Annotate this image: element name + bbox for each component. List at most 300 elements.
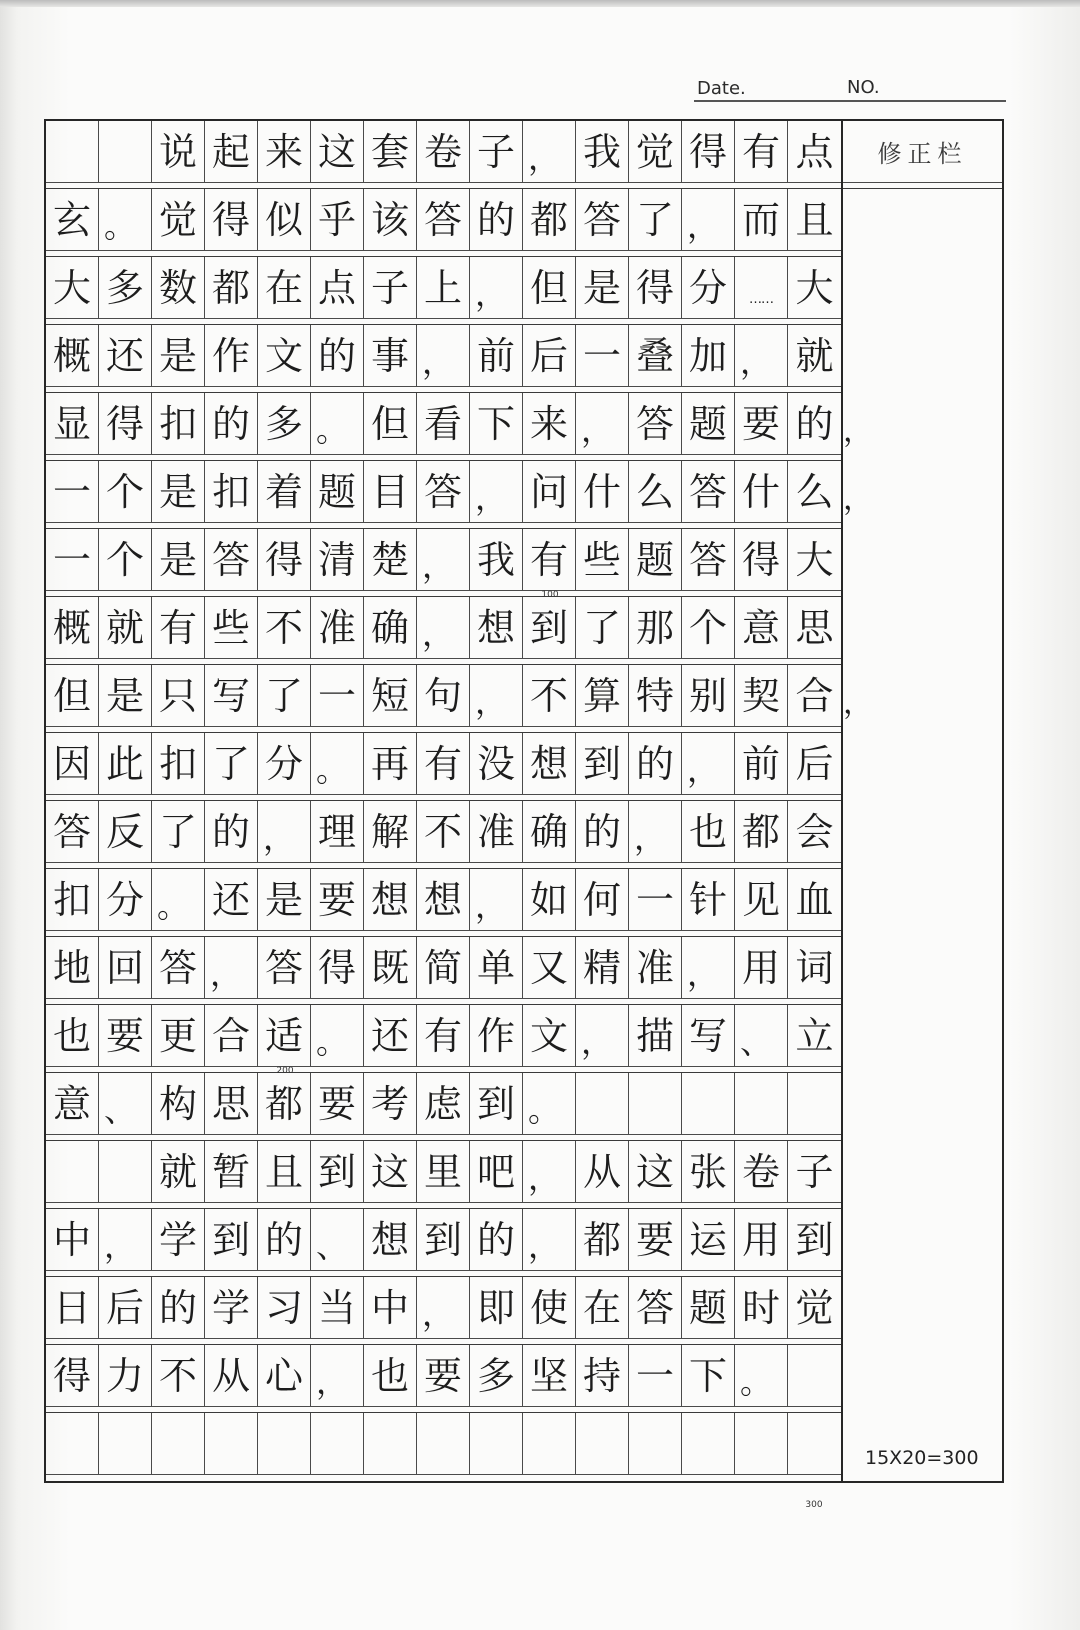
grid-cell: 在 [258, 257, 311, 319]
grid-cell: 到 [470, 1073, 523, 1135]
margin-punctuation: ， [843, 414, 873, 449]
grid-cell: 。 [523, 1073, 576, 1135]
grid-cell: 事 [364, 325, 417, 387]
grid-cell: 这 [364, 1141, 417, 1203]
grid-row [46, 1277, 841, 1345]
grid-cell: 子 [470, 121, 523, 183]
grid-cell: 得 [46, 1345, 99, 1407]
grid-cell: 暂 [205, 1141, 258, 1203]
grid-cell: 此 [99, 733, 152, 795]
grid-cell: 了 [629, 189, 682, 251]
grid-cell: 针 [682, 869, 735, 931]
grid-cell: 后 [788, 733, 841, 795]
grid-cell: 理 [311, 801, 364, 863]
grid-cell: 来 [523, 393, 576, 455]
grid-cell: 答 [629, 1277, 682, 1339]
grid-cell: 回 [99, 937, 152, 999]
grid-cell: 个 [99, 461, 152, 523]
grid-cell: 但 [46, 665, 99, 727]
grid-cell: 是 [99, 665, 152, 727]
grid-cell-empty [46, 1413, 99, 1475]
grid-cell: 想 [417, 869, 470, 931]
grid-cell: 显 [46, 393, 99, 455]
grid-cell: 题 [311, 461, 364, 523]
grid-cell: 的 [258, 1209, 311, 1271]
grid-cell: ， [682, 189, 735, 251]
grid-cell: 该 [364, 189, 417, 251]
grid-cell: 有 [417, 733, 470, 795]
grid-cell: 别 [682, 665, 735, 727]
grid-cell: 得 [258, 529, 311, 591]
grid-cell: 因 [46, 733, 99, 795]
grid-cell: 是 [576, 257, 629, 319]
grid-cell: 契 [735, 665, 788, 727]
grid-cell: 作 [205, 325, 258, 387]
grid-cell: 加 [682, 325, 735, 387]
grid-cell: 文 [258, 325, 311, 387]
grid-cell: 不 [523, 665, 576, 727]
grid-cell-empty [152, 1413, 205, 1475]
grid-cell: 说 [152, 121, 205, 183]
grid-cell: 地 [46, 937, 99, 999]
grid-cell: 简 [417, 937, 470, 999]
grid-cell: 题 [682, 393, 735, 455]
grid-cell-empty [523, 1413, 576, 1475]
grid-cell: 么 [629, 461, 682, 523]
grid-cell: 思 [205, 1073, 258, 1135]
grid-cell: 中 [364, 1277, 417, 1339]
grid-cell: ， [417, 325, 470, 387]
paper-edge [0, 0, 1080, 7]
grid-cell: 到 [576, 733, 629, 795]
grid-cell: 大 [46, 257, 99, 319]
grid-cell: 大 [788, 257, 841, 319]
grid-cell: 力 [99, 1345, 152, 1407]
grid-row [46, 1073, 841, 1141]
grid-cell: 一 [46, 529, 99, 591]
grid-cell: 的 [311, 325, 364, 387]
grid-cell: 都 [523, 189, 576, 251]
grid-rows [46, 121, 873, 1481]
grid-cell: 答 [417, 189, 470, 251]
grid-cell-empty [46, 1141, 99, 1203]
grid-cell: 么 [788, 461, 841, 523]
grid-cell: 是 [152, 325, 205, 387]
grid-cell: 用 [735, 1209, 788, 1271]
grid-cell: 些 [576, 529, 629, 591]
grid-cell: 的 [205, 801, 258, 863]
grid-cell: 见 [735, 869, 788, 931]
grid-cell: 且 [788, 189, 841, 251]
grid-cell: 子 [364, 257, 417, 319]
grid-cell: 一 [46, 461, 99, 523]
grid-cell: 特 [629, 665, 682, 727]
grid-cell: 合 [205, 1005, 258, 1067]
grid-cell: 点 [788, 121, 841, 183]
grid-cell: 似 [258, 189, 311, 251]
grid-cell: 心 [258, 1345, 311, 1407]
grid-cell: 卷 [735, 1141, 788, 1203]
grid-cell: 。 [99, 189, 152, 251]
grid-cell: 答 [629, 393, 682, 455]
grid-cell: 不 [417, 801, 470, 863]
grid-cell-empty [788, 1345, 841, 1407]
grid-row [46, 1345, 841, 1413]
grid-cell: 既 [364, 937, 417, 999]
grid-cell: 确 [364, 597, 417, 659]
grid-cell: 意 [735, 597, 788, 659]
grid-cell: 。 [152, 869, 205, 931]
grid-cell: 有 [152, 597, 205, 659]
grid-cell: 算 [576, 665, 629, 727]
grid-cell: 吧 [470, 1141, 523, 1203]
grid-cell: ， [417, 529, 470, 591]
grid-cell: ， [523, 1141, 576, 1203]
grid-cell-empty [99, 1413, 152, 1475]
grid-cell-empty [311, 1413, 364, 1475]
grid-cell: 后 [523, 325, 576, 387]
grid-cell: 作 [470, 1005, 523, 1067]
grid-cell: 觉 [629, 121, 682, 183]
grid-cell: ， [417, 597, 470, 659]
grid-cell: 的 [576, 801, 629, 863]
correction-column-divider [843, 183, 1002, 189]
grid-cell: 下 [470, 393, 523, 455]
grid-cell: …… [735, 257, 788, 319]
grid-cell: 起 [205, 121, 258, 183]
grid-cell: 一 [311, 665, 364, 727]
grid-cell: 的 [629, 733, 682, 795]
grid-cell: 还 [205, 869, 258, 931]
grid-cell: ， [682, 937, 735, 999]
grid-cell: 就 [788, 325, 841, 387]
grid-row [46, 189, 841, 257]
grid-cell: 要 [629, 1209, 682, 1271]
grid-cell: 后 [99, 1277, 152, 1339]
count-mark-200: 200 [276, 1066, 294, 1076]
grid-cell: 分 [99, 869, 152, 931]
grid-row [46, 1141, 841, 1209]
grid-cell: 即 [470, 1277, 523, 1339]
grid-cell: 解 [364, 801, 417, 863]
grid-cell: 词 [788, 937, 841, 999]
grid-cell: 些 [205, 597, 258, 659]
grid-cell: 个 [682, 597, 735, 659]
grid-cell: 答 [46, 801, 99, 863]
grid-cell: 答 [576, 189, 629, 251]
grid-cell: 且 [258, 1141, 311, 1203]
grid-cell: 写 [682, 1005, 735, 1067]
grid-cell: 立 [788, 1005, 841, 1067]
grid-cell: 也 [46, 1005, 99, 1067]
grid-cell: 得 [735, 529, 788, 591]
grid-cell: 扣 [152, 733, 205, 795]
grid-cell: 坚 [523, 1345, 576, 1407]
grid-cell: ， [99, 1209, 152, 1271]
grid-cell: 多 [470, 1345, 523, 1407]
grid-cell: 扣 [46, 869, 99, 931]
grid-cell: 了 [258, 665, 311, 727]
grid-cell: 答 [417, 461, 470, 523]
grid-cell: ， [470, 665, 523, 727]
grid-cell: 一 [576, 325, 629, 387]
grid-cell: 下 [682, 1345, 735, 1407]
grid-cell: 来 [258, 121, 311, 183]
grid-cell: ， [629, 801, 682, 863]
grid-cell: 答 [258, 937, 311, 999]
grid-cell: 适 [258, 1005, 311, 1067]
grid-cell: 分 [682, 257, 735, 319]
grid-cell: 了 [205, 733, 258, 795]
grid-cell: 持 [576, 1345, 629, 1407]
grid-cell: 没 [470, 733, 523, 795]
grid-cell: 答 [152, 937, 205, 999]
grid-cell-empty [417, 1413, 470, 1475]
grid-cell: 看 [417, 393, 470, 455]
grid-cell: 问 [523, 461, 576, 523]
grid-cell: 也 [364, 1345, 417, 1407]
grid-cell: 想 [523, 733, 576, 795]
grid-cell: 考 [364, 1073, 417, 1135]
grid-cell: 精 [576, 937, 629, 999]
grid-cell-empty [470, 1413, 523, 1475]
grid-cell: 清 [311, 529, 364, 591]
grid-cell: 有 [735, 121, 788, 183]
grid-cell: 是 [152, 529, 205, 591]
grid-cell: 再 [364, 733, 417, 795]
grid-cell: 的 [470, 1209, 523, 1271]
grid-cell: 会 [788, 801, 841, 863]
grid-cell: 什 [576, 461, 629, 523]
grid-cell-empty [258, 1413, 311, 1475]
grid-cell-empty [46, 121, 99, 183]
grid-cell: 楚 [364, 529, 417, 591]
grid-cell: 得 [682, 121, 735, 183]
margin-punctuation: ， [843, 482, 873, 517]
grid-cell: 运 [682, 1209, 735, 1271]
grid-cell: 答 [682, 529, 735, 591]
grid-cell: 想 [364, 869, 417, 931]
grid-cell: 到 [417, 1209, 470, 1271]
grid-row [46, 1209, 841, 1277]
grid-cell: 题 [682, 1277, 735, 1339]
grid-cell: 当 [311, 1277, 364, 1339]
grid-cell: 里 [417, 1141, 470, 1203]
number-label: NO. [847, 77, 880, 98]
grid-cell: 、 [735, 1005, 788, 1067]
grid-cell: 要 [99, 1005, 152, 1067]
grid-cell: 想 [364, 1209, 417, 1271]
grid-cell-empty [99, 1141, 152, 1203]
grid-cell: 又 [523, 937, 576, 999]
grid-cell: 。 [311, 733, 364, 795]
grid-cell: 。 [311, 393, 364, 455]
grid-row [46, 665, 873, 733]
grid-cell: 都 [205, 257, 258, 319]
grid-cell: 前 [735, 733, 788, 795]
grid-cell: 扣 [205, 461, 258, 523]
grid-cell: 答 [682, 461, 735, 523]
grid-cell: 了 [152, 801, 205, 863]
grid-cell: 多 [99, 257, 152, 319]
grid-cell: 一 [629, 1345, 682, 1407]
grid-cell: 不 [258, 597, 311, 659]
grid-cell: 还 [364, 1005, 417, 1067]
grid-cell: 套 [364, 121, 417, 183]
grid-row [46, 801, 841, 869]
grid-cell: 从 [576, 1141, 629, 1203]
grid-cell: 如 [523, 869, 576, 931]
grid-cell: 血 [788, 869, 841, 931]
header-underline [694, 100, 1006, 102]
grid-cell: 要 [417, 1345, 470, 1407]
grid-cell: 的 [152, 1277, 205, 1339]
grid-row [46, 393, 873, 461]
grid-cell: 乎 [311, 189, 364, 251]
grid-cell: 就 [99, 597, 152, 659]
grid-cell: 准 [470, 801, 523, 863]
grid-cell: 到 [311, 1141, 364, 1203]
grid-cell: 但 [364, 393, 417, 455]
grid-cell: 的 [788, 393, 841, 455]
grid-cell-empty [205, 1413, 258, 1475]
grid-cell-empty [788, 1073, 841, 1135]
grid-cell: 句 [417, 665, 470, 727]
grid-cell: ， [417, 1277, 470, 1339]
grid-cell: 个 [99, 529, 152, 591]
grid-cell: 子 [788, 1141, 841, 1203]
grid-cell: 学 [205, 1277, 258, 1339]
grid-cell: 单 [470, 937, 523, 999]
grid-cell: ， [205, 937, 258, 999]
grid-cell: 我 [576, 121, 629, 183]
grid-cell: 要 [735, 393, 788, 455]
margin-punctuation: ， [843, 686, 873, 721]
count-mark-100: 100 [541, 590, 559, 600]
grid-cell: 都 [258, 1073, 311, 1135]
grid-cell: 在 [576, 1277, 629, 1339]
grid-cell: ， [576, 1005, 629, 1067]
grid-cell: 前 [470, 325, 523, 387]
grid-cell-empty [682, 1073, 735, 1135]
grid-cell: 都 [576, 1209, 629, 1271]
grid-row [46, 529, 841, 597]
grid-cell: ， [576, 393, 629, 455]
grid-cell: 准 [629, 937, 682, 999]
grid-cell: 到 [205, 1209, 258, 1271]
grid-row [46, 121, 841, 189]
grid-cell: 答 [205, 529, 258, 591]
grid-cell: 要 [311, 869, 364, 931]
grid-cell: 更 [152, 1005, 205, 1067]
grid-row [46, 1413, 841, 1481]
grid-row [46, 937, 841, 1005]
grid-cell-empty [682, 1413, 735, 1475]
grid-row [46, 869, 841, 937]
grid-cell-empty [576, 1413, 629, 1475]
grid-cell: ， [523, 1209, 576, 1271]
grid-cell-empty [629, 1073, 682, 1135]
grid-row [46, 257, 841, 325]
grid-cell: 得 [311, 937, 364, 999]
grid-cell: 想 [470, 597, 523, 659]
grid-cell: 、 [99, 1073, 152, 1135]
grid-row [46, 597, 841, 665]
grid-cell-empty [788, 1413, 841, 1475]
grid-cell: 到 [788, 1209, 841, 1271]
grid-row [46, 461, 873, 529]
grid-cell: 点 [311, 257, 364, 319]
count-mark-300: 300 [805, 1500, 823, 1510]
grid-cell: 写 [205, 665, 258, 727]
grid-cell: ， [258, 801, 311, 863]
grid-cell: 但 [523, 257, 576, 319]
date-label: Date. [697, 78, 746, 99]
grid-cell: 。 [311, 1005, 364, 1067]
grid-cell: 确 [523, 801, 576, 863]
grid-cell: 有 [417, 1005, 470, 1067]
grid-cell: 文 [523, 1005, 576, 1067]
grid-cell: 日 [46, 1277, 99, 1339]
grid-cell: 着 [258, 461, 311, 523]
grid-cell: 还 [99, 325, 152, 387]
grid-row [46, 733, 841, 801]
grid-cell: ， [735, 325, 788, 387]
grid-cell: 反 [99, 801, 152, 863]
grid-cell: 目 [364, 461, 417, 523]
grid-cell: ， [470, 869, 523, 931]
grid-cell-empty [735, 1413, 788, 1475]
grid-cell: 从 [205, 1345, 258, 1407]
grid-cell: 得 [629, 257, 682, 319]
grid-cell: 用 [735, 937, 788, 999]
composition-grid [44, 119, 873, 1483]
grid-cell: 觉 [152, 189, 205, 251]
correction-column-title: 修正栏 [843, 121, 1002, 183]
grid-cell: 了 [576, 597, 629, 659]
grid-cell: 也 [682, 801, 735, 863]
grid-cell: ， [470, 257, 523, 319]
grid-cell: 合 [788, 665, 841, 727]
grid-cell: 一 [629, 869, 682, 931]
grid-cell: 使 [523, 1277, 576, 1339]
grid-cell: 的 [205, 393, 258, 455]
grid-cell: 就 [152, 1141, 205, 1203]
grid-cell: 什 [735, 461, 788, 523]
grid-cell: 短 [364, 665, 417, 727]
grid-cell: 、 [311, 1209, 364, 1271]
grid-cell: 意 [46, 1073, 99, 1135]
grid-cell: 扣 [152, 393, 205, 455]
grid-cell: 叠 [629, 325, 682, 387]
grid-cell: 数 [152, 257, 205, 319]
grid-cell: 玄 [46, 189, 99, 251]
grid-cell-empty [576, 1073, 629, 1135]
grid-cell: 。 [735, 1345, 788, 1407]
grid-cell: 分 [258, 733, 311, 795]
grid-cell: 都 [735, 801, 788, 863]
grid-cell: 虑 [417, 1073, 470, 1135]
grid-cell-empty [99, 121, 152, 183]
grid-cell-empty [629, 1413, 682, 1475]
grid-cell: 概 [46, 597, 99, 659]
grid-cell: 多 [258, 393, 311, 455]
grid-cell: 那 [629, 597, 682, 659]
grid-cell: 构 [152, 1073, 205, 1135]
grid-cell: 要 [311, 1073, 364, 1135]
grid-cell: 概 [46, 325, 99, 387]
grid-row [46, 1005, 841, 1073]
